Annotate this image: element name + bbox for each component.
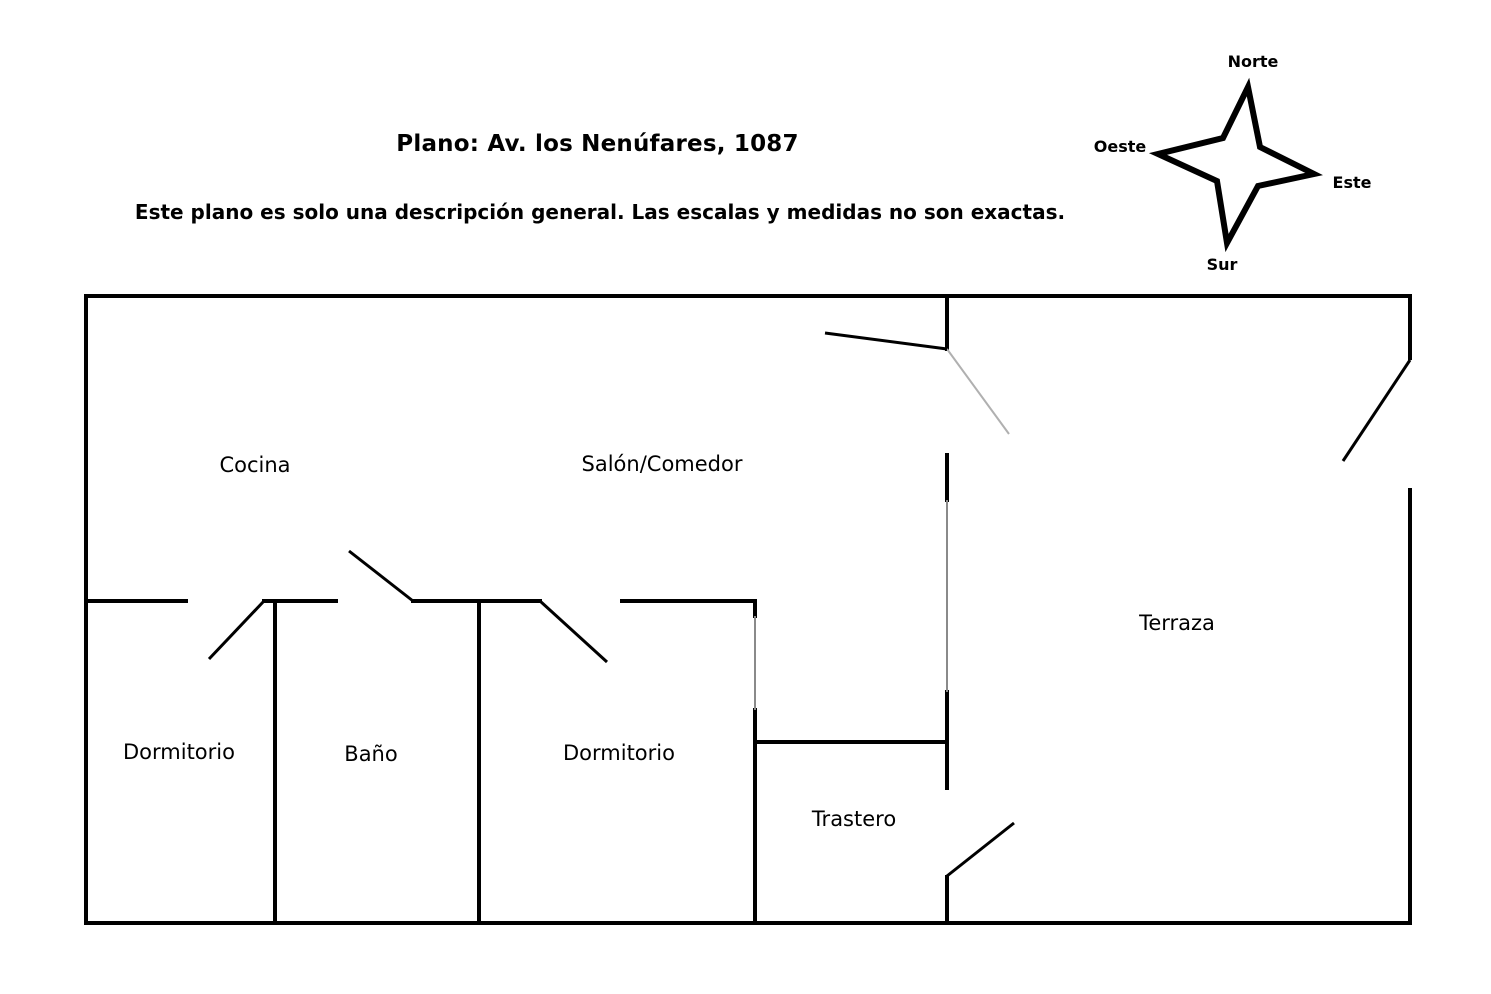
door-dormitorio-2 — [540, 601, 607, 662]
room-label-trastero: Trastero — [811, 807, 897, 831]
door-trastero — [947, 823, 1014, 876]
room-label-cocina: Cocina — [219, 453, 291, 477]
room-labels — [123, 452, 1215, 831]
compass-south-label: Sur — [1206, 255, 1238, 274]
compass-star-icon — [1158, 87, 1314, 243]
compass — [1094, 52, 1372, 274]
room-label-dormitorio-2: Dormitorio — [563, 741, 675, 765]
door-bano — [349, 551, 413, 601]
room-label-salon: Salón/Comedor — [581, 452, 743, 476]
room-label-bano: Baño — [344, 742, 398, 766]
door-entrance — [825, 333, 947, 349]
compass-west-label: Oeste — [1093, 137, 1147, 156]
door-terrace-east — [1343, 360, 1410, 461]
plan-title: Plano: Av. los Nenúfares, 1087 — [396, 131, 799, 157]
glass-door-terrace — [947, 349, 1009, 434]
doors — [209, 333, 1410, 876]
compass-north-label: Norte — [1227, 52, 1279, 71]
plan-disclaimer: Este plano es solo una descripción general. Las escalas y medidas no son exactas. — [134, 200, 1066, 224]
door-dormitorio-1 — [209, 601, 264, 659]
compass-east-label: Este — [1332, 173, 1372, 192]
room-label-dormitorio-1: Dormitorio — [123, 740, 235, 764]
room-label-terraza: Terraza — [1139, 611, 1215, 635]
glass-partitions — [755, 349, 1009, 710]
walls — [86, 296, 1410, 923]
